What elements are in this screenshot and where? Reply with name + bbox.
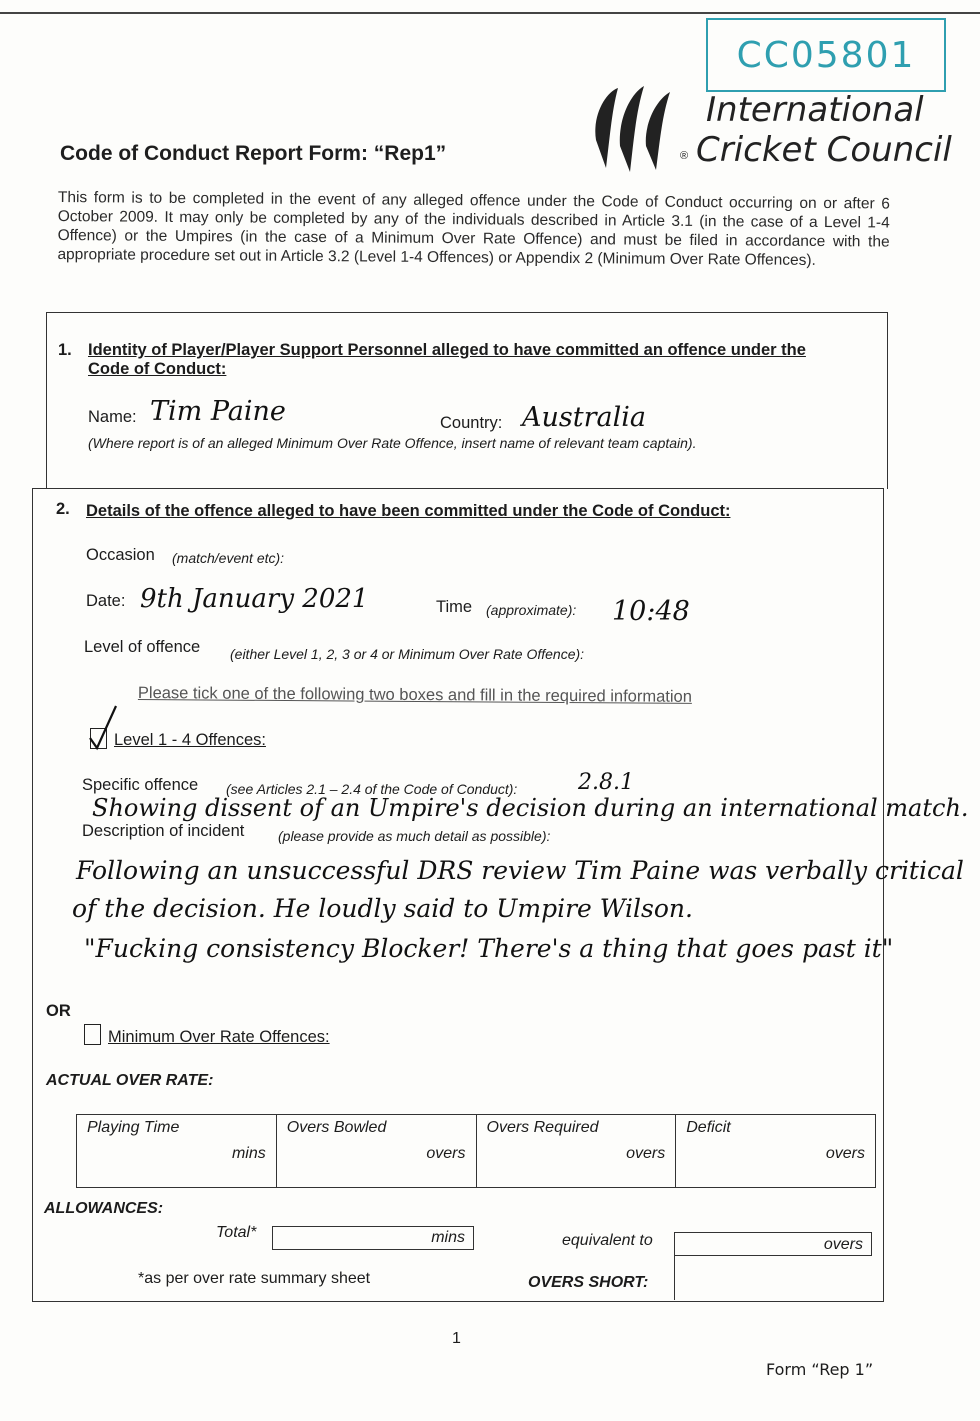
- overs-short-label: OVERS SHORT:: [528, 1274, 649, 1291]
- description-line-2[interactable]: of the decision. He loudly said to Umpire Wilson.: [72, 894, 693, 923]
- level14-label: Level 1 - 4 Offences:: [114, 731, 266, 749]
- or-label: OR: [46, 1002, 71, 1020]
- time-label: Time: [436, 598, 473, 616]
- country-value[interactable]: Australia: [522, 402, 646, 433]
- page-top-rule: [0, 12, 980, 14]
- table-unit: overs: [426, 1145, 466, 1162]
- specific-offence-value[interactable]: Showing dissent of an Umpire's decision during an international match.: [92, 794, 969, 822]
- section-1-note: (Where report is of an alleged Minimum Over Rate Offence, insert name of relevant team captain).: [88, 435, 697, 451]
- mor-checkbox[interactable]: [84, 1024, 101, 1045]
- registered-mark: ®: [680, 150, 689, 162]
- page-number: 1: [452, 1330, 461, 1347]
- table-unit: overs: [626, 1145, 666, 1162]
- overs-short-divider: [674, 1256, 675, 1300]
- table-cell[interactable]: [477, 1115, 677, 1187]
- tick-instruction: Please tick one of the following two boxes and fill in the required information: [137, 684, 692, 706]
- table-cell[interactable]: [676, 1115, 875, 1187]
- table-header: Overs Bowled: [286, 1119, 387, 1136]
- allowances-heading: ALLOWANCES:: [44, 1200, 164, 1217]
- table-header: Deficit: [686, 1119, 731, 1136]
- specific-offence-hint: (see Articles 2.1 – 2.4 of the Code of Conduct):: [226, 781, 518, 797]
- table-unit: mins: [231, 1145, 266, 1162]
- form-title: Code of Conduct Report Form: “Rep1”: [60, 142, 447, 165]
- logo-line-1: International: [706, 90, 924, 130]
- description-line-1[interactable]: Following an unsuccessful DRS review Tim Paine was verbally critical: [76, 856, 964, 885]
- name-value[interactable]: Tim Paine: [150, 396, 286, 427]
- over-rate-table: [76, 1114, 876, 1188]
- total-field[interactable]: [272, 1226, 474, 1250]
- intro-paragraph: This form is to be completed in the event of any alleged offence under the Code of Conduct occurring on or after 6 October 2009. It may only be completed by any of the individuals described in Article 3.1 (in the case of a Level 1-4 Offence) or the Umpires (in the case of a Minimum Over Rate Offence) and must be filed in accordance with the appropriate procedure set out in Article 3.2 (Level 1-4 Offences) or Appendix 2 (Minimum Over Rate Offences).: [57, 188, 890, 269]
- specific-offence-label: Specific offence: [82, 776, 199, 794]
- actual-over-rate-heading: ACTUAL OVER RATE:: [46, 1072, 214, 1089]
- form-footer-label: Form “Rep 1”: [766, 1360, 874, 1379]
- time-value[interactable]: 10:48: [612, 596, 690, 627]
- occasion-label: Occasion: [86, 546, 155, 564]
- equivalent-unit: overs: [823, 1236, 863, 1253]
- mor-label: Minimum Over Rate Offences:: [108, 1028, 330, 1046]
- country-label: Country:: [440, 414, 503, 432]
- level-hint: (either Level 1, 2, 3 or 4 or Minimum Over Rate Offence):: [230, 646, 585, 662]
- level-label: Level of offence: [84, 638, 201, 656]
- table-cell[interactable]: [77, 1115, 277, 1187]
- name-label: Name:: [88, 408, 137, 426]
- section-1-number: 1.: [58, 341, 72, 359]
- date-label: Date:: [86, 592, 126, 610]
- description-label: Description of incident: [82, 822, 245, 840]
- reference-stamp: CC05801: [706, 18, 946, 92]
- logo-line-2: Cricket Council: [696, 130, 952, 170]
- occasion-hint: (match/event etc):: [172, 550, 285, 566]
- time-hint: (approximate):: [486, 602, 577, 618]
- table-unit: overs: [825, 1145, 865, 1162]
- total-unit: mins: [431, 1229, 465, 1246]
- equivalent-field[interactable]: [674, 1232, 872, 1256]
- table-header: Playing Time: [87, 1119, 180, 1136]
- date-value[interactable]: 9th January 2021: [140, 584, 369, 614]
- description-hint: (please provide as much detail as possible):: [278, 828, 551, 844]
- total-label: Total*: [216, 1224, 257, 1241]
- footnote: *as per over rate summary sheet: [138, 1270, 371, 1287]
- icc-logo-icon: [588, 80, 680, 172]
- specific-offence-code[interactable]: 2.8.1: [578, 770, 634, 795]
- table-cell[interactable]: [277, 1115, 477, 1187]
- description-line-3[interactable]: "Fucking consistency Blocker! There's a thing that goes past it": [84, 934, 894, 963]
- section-2-title: Details of the offence alleged to have been committed under the Code of Conduct:: [86, 502, 731, 520]
- icc-wordmark: [696, 90, 952, 170]
- section-1-title: Identity of Player/Player Support Personnel alleged to have committed an offence under the Code of Conduct:: [88, 341, 806, 378]
- section-2-number: 2.: [56, 500, 70, 518]
- table-header: Overs Required: [486, 1119, 599, 1136]
- equivalent-label: equivalent to: [562, 1232, 653, 1249]
